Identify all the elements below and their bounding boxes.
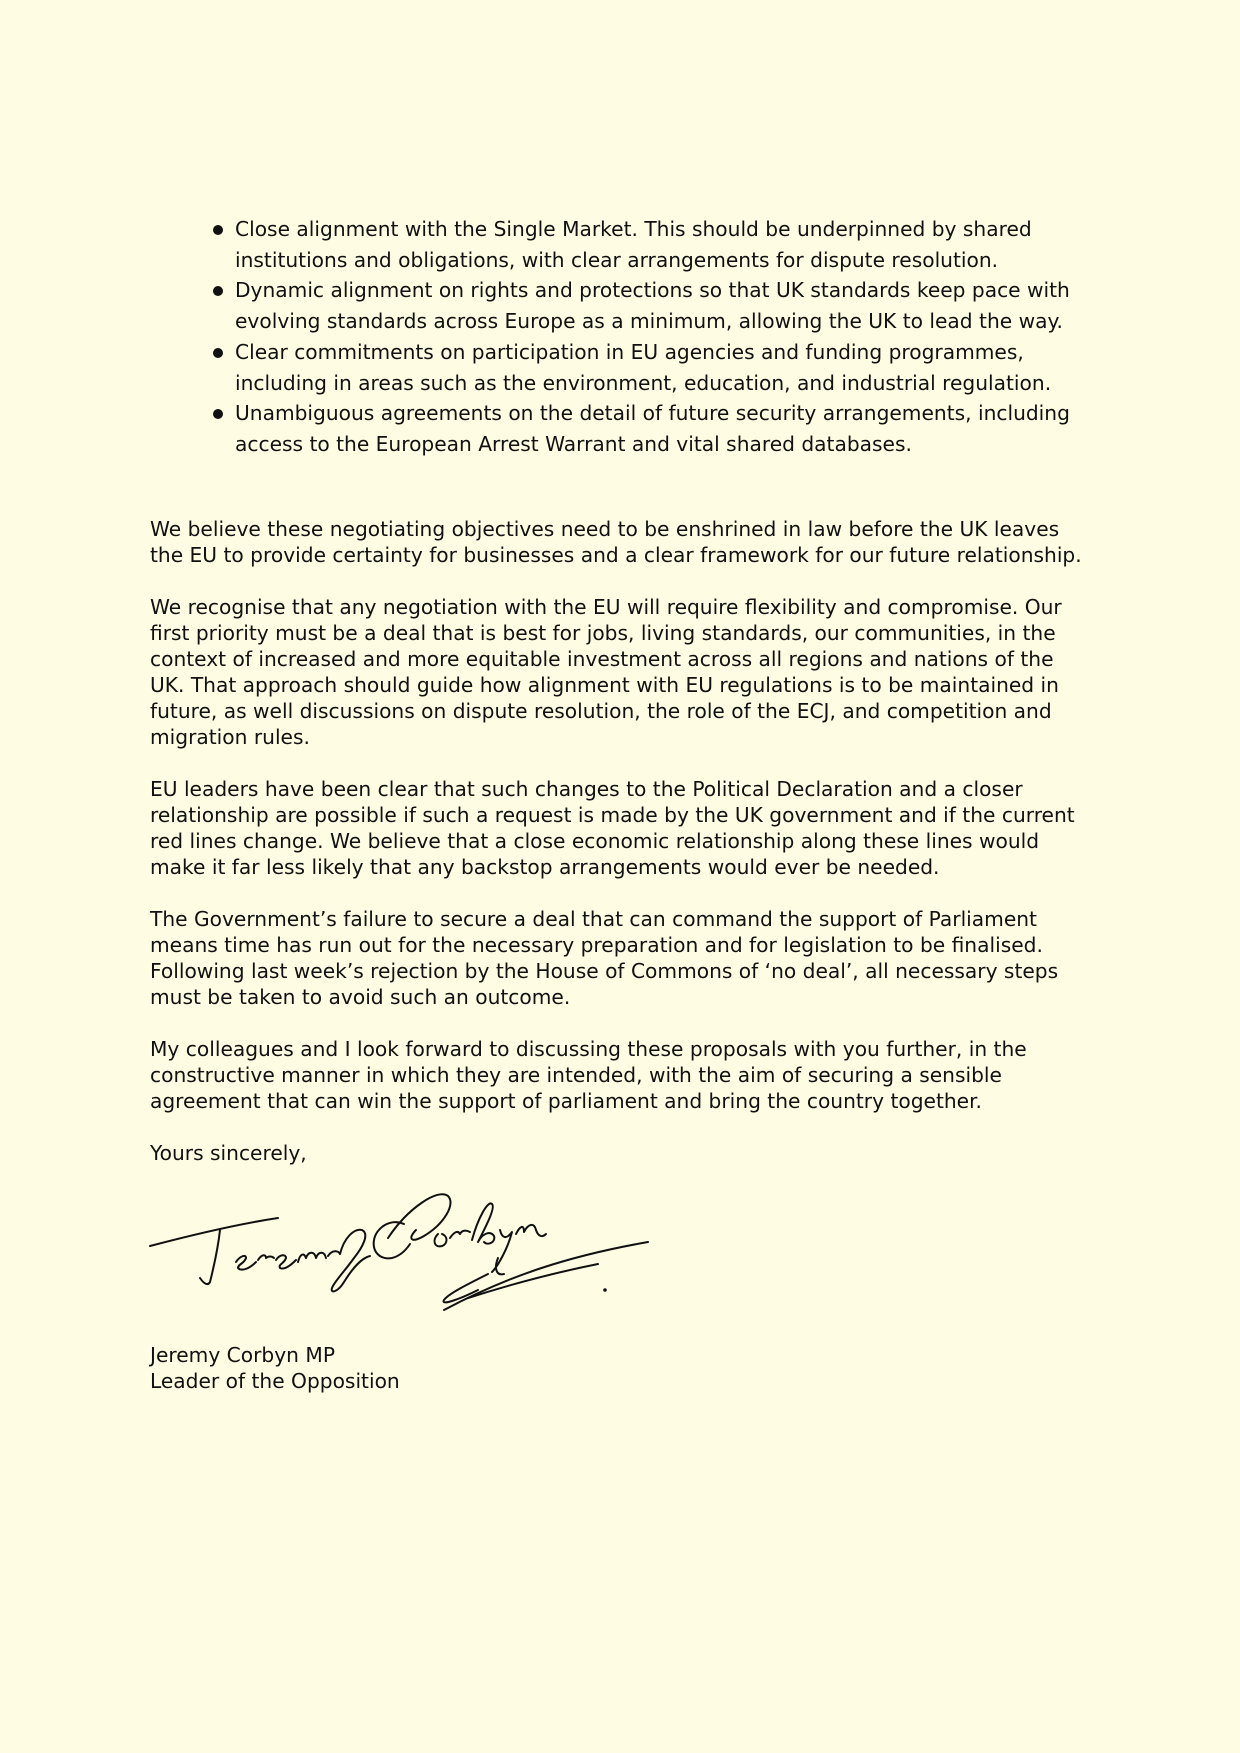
signatory-name: Jeremy Corbyn MP	[150, 1342, 335, 1367]
list-item	[235, 337, 1090, 398]
list-item	[235, 275, 1090, 336]
list-item-text: Clear commitments on participation in EU agencies and funding programmes, including in areas such as the environment, education, and industrial regulation.	[235, 339, 1052, 395]
list-item-text: Dynamic alignment on rights and protections so that UK standards keep pace with evolving standards across Europe as a minimum, allowing the UK to lead the way.	[235, 278, 1070, 334]
bullet-icon	[213, 348, 223, 358]
closing-salutation: Yours sincerely,	[150, 1140, 307, 1165]
list-item	[235, 214, 1090, 275]
bullet-icon	[213, 286, 223, 296]
paragraph-eu-leaders: EU leaders have been clear that such changes to the Political Declaration and a closer relationship are possible if such a request is made by the UK government and if the current red lines change. We believe that a close economic relationship along these lines would make it far less likely that any backstop arrangements would ever be needed.	[150, 776, 1075, 879]
paragraph-closing-remarks: My colleagues and I look forward to discussing these proposals with you further, in the constructive manner in which they are intended, with the aim of securing a sensible agreement that can win the support of parliament and bring the country together.	[150, 1036, 1027, 1113]
signatory-title: Leader of the Opposition	[150, 1368, 400, 1393]
paragraph-law: We believe these negotiating objectives need to be enshrined in law before the UK leaves the EU to provide certainty for businesses and a clear framework for our future relationship.	[150, 516, 1082, 567]
negotiating-objectives-list	[150, 214, 1090, 460]
list-item	[235, 398, 1090, 459]
bullet-icon	[213, 409, 223, 419]
paragraph-compromise: We recognise that any negotiation with the EU will require flexibility and compromise. Our first priority must be a deal that is best for jobs, living standards, our communities, in the context of increased and more equitable investment across all regions and nations of the UK. That approach should guide how alignment with EU regulations is to be maintained in future, as well discussions on dispute resolution, the role of the ECJ, and competition and migration rules.	[150, 594, 1062, 749]
paragraph-government-failure: The Government’s failure to secure a deal that can command the support of Parliament means time has run out for the necessary preparation and for legislation to be finalised. Following last week’s rejection by the House of Commons of ‘no deal’, all necessary steps must be taken to avoid such an outcome.	[150, 906, 1059, 1009]
handwritten-signature	[148, 1178, 668, 1328]
bullet-icon	[213, 225, 223, 235]
letter-page	[150, 214, 1090, 1394]
list-item-text: Close alignment with the Single Market. This should be underpinned by shared institutions and obligations, with clear arrangements for dispute resolution.	[235, 217, 1032, 272]
list-item-text: Unambiguous agreements on the detail of future security arrangements, including access to the European Arrest Warrant and vital shared databases.	[235, 401, 1070, 456]
